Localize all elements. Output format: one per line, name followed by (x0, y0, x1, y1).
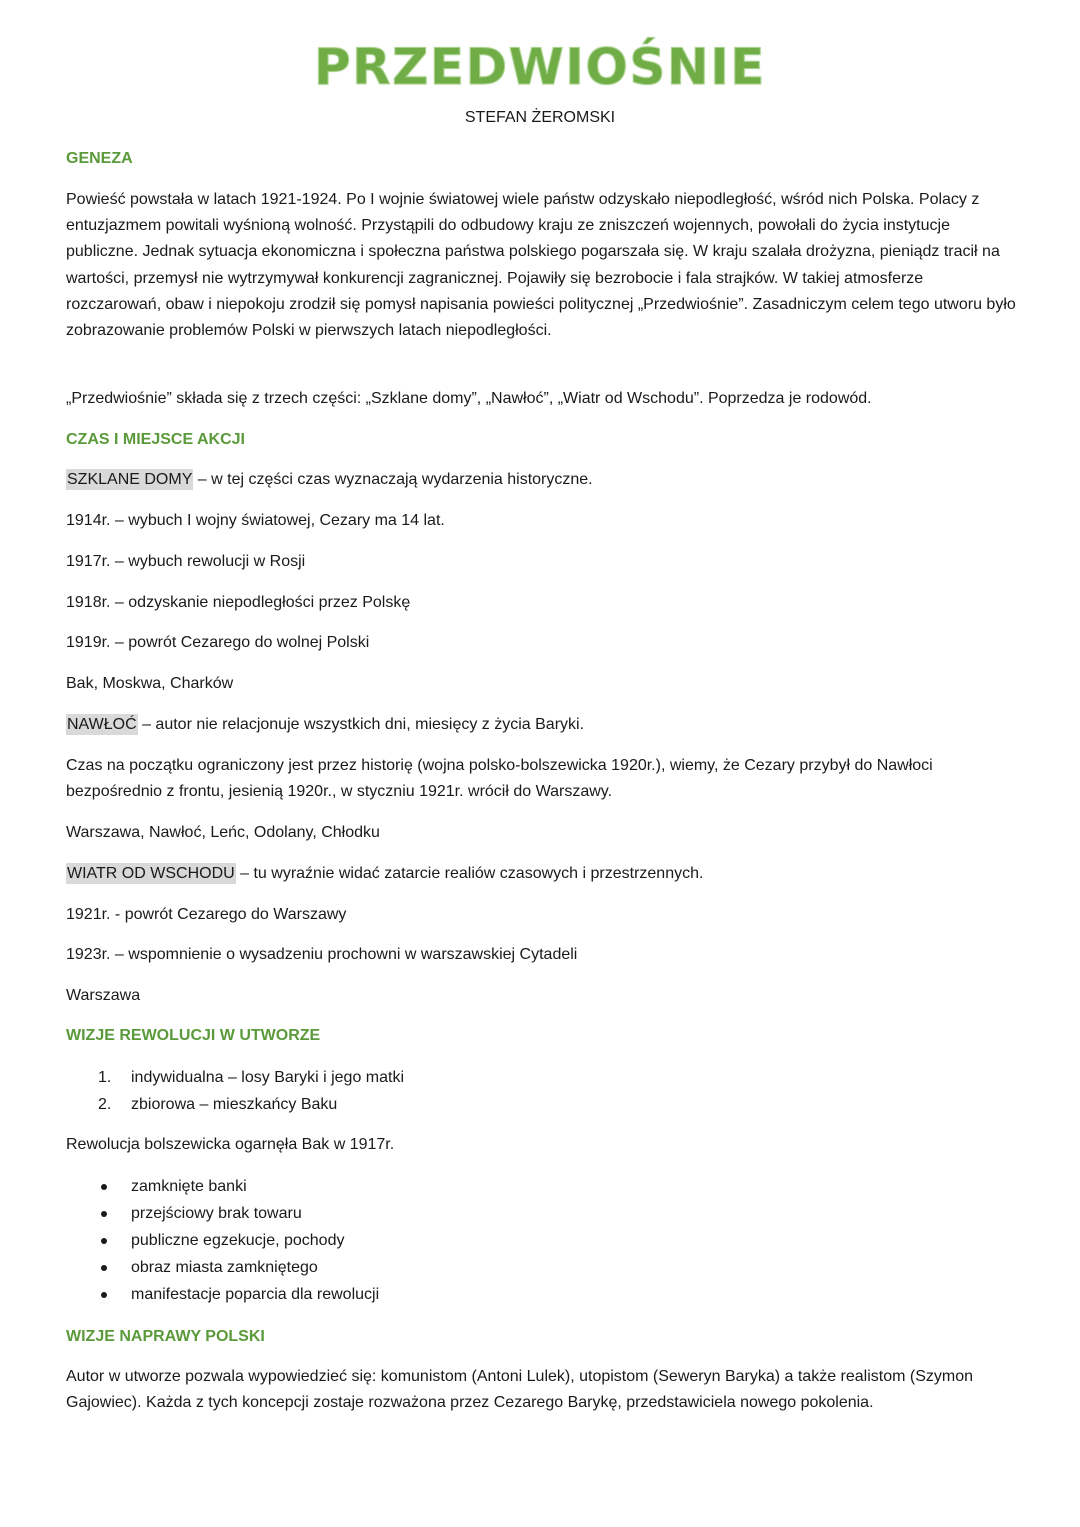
naprawa-paragraph: Autor w utworze pozwala wypowiedzieć się: komunistom (Antoni Lulek), utopistom (Seweryn Baryka) a także realistom (Szymon Gajowiec). Każda z tych koncepcji zostaje rozważona przez Cezarego Barykę, przedstawiciela nowego pokolenia. (66, 1368, 974, 1412)
list-number: 2. (98, 1096, 112, 1113)
document-author: STEFAN ŻEROMSKI (464, 109, 616, 126)
document-title: PRZEDWIOŚNIE (314, 38, 766, 96)
places-line: Warszawa (66, 987, 141, 1004)
event-line: 1919r. – powrót Cezarego do wolnej Polski (66, 634, 370, 651)
section-heading-geneza: GENEZA (66, 150, 133, 167)
event-line: 1917r. – wybuch rewolucji w Rosji (66, 553, 306, 570)
list-item-text: obraz miasta zamkniętego (131, 1259, 318, 1276)
bullet-icon (101, 1184, 107, 1190)
szklane-domy-line (66, 467, 593, 493)
bullet-icon (101, 1292, 107, 1298)
event-line: 1914r. – wybuch I wojny światowej, Cezary ma 14 lat. (66, 512, 445, 529)
list-item-text: zbiorowa – mieszkańcy Baku (131, 1096, 338, 1113)
bullet-icon (101, 1211, 107, 1217)
rewolucja-intro: Rewolucja bolszewicka ogarnęła Bak w 1917r. (66, 1136, 395, 1153)
szklane-domy-label: SZKLANE DOMY (67, 471, 193, 488)
places-line: Warszawa, Nawłoć, Leńc, Odolany, Chłodku (66, 824, 380, 841)
event-line: 1918r. – odzyskanie niepodległości przez Polskę (66, 594, 411, 611)
section-heading-czas: CZAS I MIEJSCE AKCJI (66, 431, 245, 448)
list-item-text: publiczne egzekucje, pochody (131, 1232, 345, 1249)
section-heading-naprawa: WIZJE NAPRAWY POLSKI (66, 1328, 265, 1345)
list-number: 1. (98, 1069, 112, 1086)
nawloc-label: NAWŁOĆ (67, 716, 137, 733)
event-line: 1921r. - powrót Cezarego do Warszawy (66, 906, 347, 923)
list-item-text: manifestacje poparcia dla rewolucji (131, 1286, 380, 1303)
wiatr-text: – tu wyraźnie widać zatarcie realiów czasowych i przestrzennych. (235, 865, 704, 882)
nawloc-text: – autor nie relacjonuje wszystkich dni, miesięcy z życia Baryki. (137, 716, 585, 733)
list-item-text: zamknięte banki (131, 1178, 247, 1195)
section-heading-rewolucja: WIZJE REWOLUCJI W UTWORZE (66, 1027, 321, 1044)
structure-line: „Przedwiośnie” składa się z trzech części: „Szklane domy”, „Nawłoć”, „Wiatr od Wschodu”. Poprzedza je rodowód. (66, 390, 872, 407)
bullet-icon (101, 1238, 107, 1244)
nawloc-paragraph: Czas na początku ograniczony jest przez historię (wojna polsko-bolszewicka 1920r.), wiemy, że Cezary przybył do Nawłoci bezpośrednio z frontu, jesienią 1920r., w styczniu 1921r. wrócił do Warszawy. (66, 757, 933, 801)
list-item-text: przejściowy brak towaru (131, 1205, 302, 1222)
bullet-icon (101, 1265, 107, 1271)
szklane-domy-text: – w tej części czas wyznaczają wydarzenia historyczne. (193, 471, 593, 488)
wiatr-line (66, 861, 703, 887)
places-line: Bak, Moskwa, Charków (66, 675, 234, 692)
wiatr-label: WIATR OD WSCHODU (67, 865, 235, 882)
list-item-text: indywidualna – losy Baryki i jego matki (131, 1069, 405, 1086)
event-line: 1923r. – wspomnienie o wysadzeniu prochowni w warszawskiej Cytadeli (66, 946, 578, 963)
nawloc-line (66, 712, 584, 738)
geneza-paragraph: Powieść powstała w latach 1921-1924. Po I wojnie światowej wiele państw odzyskało niepodległość, wśród nich Polska. Polacy z entuzjazmem powitali wyśnioną wolność. Przystąpili do odbudowy kraju ze zniszczeń wojennych, powołali do życia instytucje publiczne. Jednak sytuacja ekonomiczna i społeczna państwa polskiego pogarszała się. W kraju szalała drożyzna, pieniądz tracił na wartości, przemysł nie wytrzymywał konkurencji zagranicznej. Pojawiły się bezrobocie i fala strajków. W takiej atmosferze rozczarowań, obaw i niepokoju zrodził się pomysł napisania powieści politycznej „Przedwiośnie”. Zasadniczym celem tego utworu było zobrazowanie problemów Polski w pierwszych latach niepodległości. (66, 191, 1016, 340)
